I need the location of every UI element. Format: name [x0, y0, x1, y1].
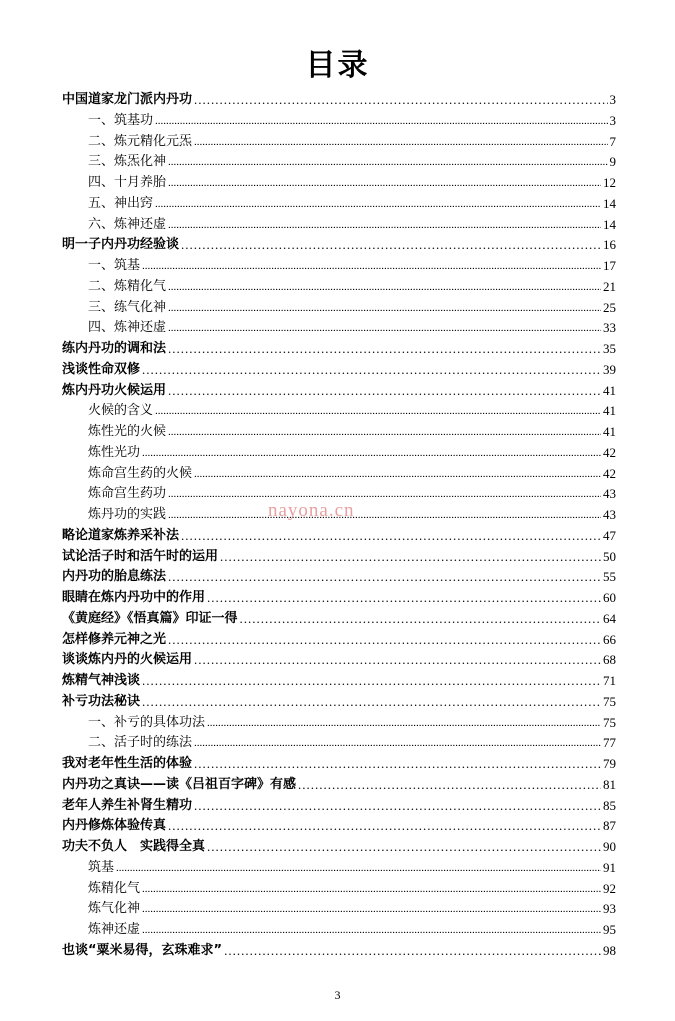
toc-entry-page: 9: [609, 154, 616, 170]
toc-entry-label: 略论道家炼养采补法: [62, 527, 180, 543]
toc-entry-page: 60: [603, 590, 616, 605]
toc-entry-label: 眼睛在炼内丹功中的作用: [62, 590, 206, 605]
toc-entry-page: 64: [603, 610, 616, 626]
toc-entry-label: 炼神还虚: [88, 922, 141, 937]
toc-entry-label: 炼丹功的实践: [88, 507, 167, 522]
toc-entry[interactable]: [62, 90, 616, 111]
toc-entry-page: 39: [603, 361, 616, 377]
toc-entry-label: 一、筑基: [88, 258, 141, 273]
toc-entry-page: 3: [609, 112, 616, 128]
toc-leader-dots: [207, 713, 601, 734]
watermark: nayona.cn: [268, 500, 355, 521]
toc-leader-dots: [142, 899, 601, 920]
toc-entry[interactable]: [62, 588, 616, 609]
toc-entry-label: 三、炼炁化神: [88, 154, 167, 170]
toc-entry-label: 老年人养生补肾生精功: [62, 797, 193, 813]
toc-leader-dots: [168, 381, 601, 402]
toc-leader-dots: [194, 650, 601, 671]
toc-entry-page: 47: [603, 527, 616, 543]
toc-entry[interactable]: [62, 464, 616, 485]
toc-entry-label: 炼内丹功火候运用: [62, 382, 167, 398]
toc-entry-label: 二、活子时的练法: [88, 735, 193, 751]
toc-leader-dots: [194, 733, 601, 754]
toc-entry-label: 浅谈性命双修: [62, 361, 141, 377]
toc-entry[interactable]: [62, 941, 616, 962]
toc-entry-page: 55: [603, 569, 616, 585]
toc-entry[interactable]: [62, 443, 616, 464]
toc-entry-page: 42: [603, 444, 616, 460]
toc-entry[interactable]: [62, 692, 616, 713]
toc-entry-page: 66: [603, 631, 616, 647]
toc-leader-dots: [194, 796, 601, 817]
toc-entry[interactable]: [62, 256, 616, 277]
toc-entry-page: 79: [603, 756, 616, 771]
toc-entry[interactable]: [62, 235, 616, 256]
toc-leader-dots: [240, 609, 601, 630]
toc-leader-dots: [168, 339, 601, 360]
toc-entry[interactable]: [62, 277, 616, 298]
toc-entry[interactable]: [62, 401, 616, 422]
toc-entry[interactable]: [62, 754, 616, 775]
toc-leader-dots: [168, 173, 601, 194]
toc-entry[interactable]: [62, 360, 616, 381]
toc-entry-page: 81: [603, 776, 616, 792]
toc-entry-label: 炼精气神浅谈: [62, 673, 141, 688]
toc-entry[interactable]: [62, 879, 616, 900]
toc-entry[interactable]: [62, 152, 616, 173]
toc-entry-page: 21: [603, 278, 616, 294]
toc-entry[interactable]: [62, 630, 616, 651]
toc-leader-dots: [181, 235, 601, 256]
toc-leader-dots: [194, 464, 601, 485]
toc-entry[interactable]: [62, 920, 616, 941]
toc-entry[interactable]: [62, 609, 616, 630]
toc-entry[interactable]: [62, 318, 616, 339]
toc-entry[interactable]: [62, 816, 616, 837]
toc-leader-dots: [194, 754, 601, 775]
toc-entry-page: 33: [603, 320, 616, 336]
toc-entry[interactable]: [62, 733, 616, 754]
toc-entry[interactable]: [62, 650, 616, 671]
toc-leader-dots: [142, 671, 601, 692]
toc-entry-page: 3: [609, 92, 616, 107]
toc-entry-label: 六、炼神还虚: [88, 216, 167, 232]
toc-leader-dots: [168, 505, 601, 526]
toc-entry[interactable]: [62, 339, 616, 360]
toc-leader-dots: [142, 920, 601, 941]
toc-entry[interactable]: [62, 899, 616, 920]
toc-leader-dots: [168, 215, 601, 236]
toc-entry[interactable]: [62, 775, 616, 796]
toc-entry-label: 功夫不负人 实践得全真: [62, 839, 206, 854]
toc-entry-label: 练内丹功的调和法: [62, 341, 167, 356]
toc-entry-label: 炼性光的火候: [88, 424, 167, 439]
toc-entry[interactable]: [62, 671, 616, 692]
toc-leader-dots: [194, 132, 607, 153]
toc-entry[interactable]: [62, 132, 616, 153]
toc-entry[interactable]: [62, 858, 616, 879]
toc-entry-label: 内丹功之真诀——读《吕祖百字碑》有感: [62, 776, 297, 792]
toc-leader-dots: [207, 588, 601, 609]
toc-entry-label: 我对老年性生活的体验: [62, 756, 193, 771]
toc-leader-dots: [142, 879, 601, 900]
table-of-contents: [62, 90, 616, 962]
toc-entry-label: 五、神出窍: [88, 195, 154, 211]
toc-entry-label: 炼气化神: [88, 901, 141, 917]
toc-entry-page: 71: [603, 673, 616, 688]
toc-entry-label: 谈谈炼内丹的火候运用: [62, 652, 193, 668]
toc-entry-page: 14: [603, 216, 616, 232]
toc-entry-label: 三、练气化神: [88, 299, 167, 315]
toc-entry-page: 41: [603, 382, 616, 398]
toc-entry-label: 筑基: [88, 859, 115, 875]
toc-leader-dots: [168, 318, 601, 339]
toc-entry-page: 98: [603, 942, 616, 958]
toc-entry-page: 68: [603, 652, 616, 668]
toc-entry-page: 7: [609, 133, 616, 149]
toc-leader-dots: [220, 547, 601, 568]
toc-entry-page: 41: [603, 424, 616, 439]
toc-entry[interactable]: [62, 713, 616, 734]
toc-entry-page: 93: [603, 901, 616, 917]
toc-entry-label: 补亏功法秘诀: [62, 693, 141, 709]
toc-leader-dots: [142, 360, 601, 381]
toc-entry-page: 16: [603, 237, 616, 253]
toc-entry-label: 一、补亏的具体功法: [88, 714, 206, 730]
toc-entry-page: 91: [603, 859, 616, 875]
toc-entry-label: 四、炼神还虚: [88, 320, 167, 336]
toc-entry-page: 41: [603, 403, 616, 419]
toc-leader-dots: [155, 111, 607, 132]
toc-entry-label: 炼命宫生药功: [88, 486, 167, 502]
toc-entry[interactable]: [62, 547, 616, 568]
toc-leader-dots: [142, 443, 601, 464]
toc-entry-page: 42: [603, 465, 616, 481]
page-title: 目录: [305, 48, 370, 83]
toc-leader-dots: [168, 816, 601, 837]
toc-entry-label: 炼精化气: [88, 880, 141, 896]
toc-entry[interactable]: [62, 194, 616, 215]
toc-entry-label: 《黄庭经》《悟真篇》印证一得: [62, 610, 238, 626]
toc-leader-dots: [168, 422, 601, 443]
toc-entry-page: 75: [603, 714, 616, 730]
toc-entry-page: 14: [603, 195, 616, 211]
toc-entry-label: 怎样修养元神之光: [62, 631, 167, 647]
toc-entry-page: 17: [603, 258, 616, 273]
toc-leader-dots: [142, 692, 601, 713]
toc-entry-page: 77: [603, 735, 616, 751]
toc-entry[interactable]: [62, 796, 616, 817]
toc-entry-label: 二、炼精化气: [88, 278, 167, 294]
toc-entry-page: 92: [603, 880, 616, 896]
toc-entry-page: 43: [603, 507, 616, 522]
toc-leader-dots: [168, 152, 607, 173]
toc-entry-label: 火候的含义: [88, 403, 154, 419]
toc-entry-label: 四、十月养胎: [88, 175, 167, 190]
toc-entry-label: 内丹修炼体验传真: [62, 818, 167, 834]
toc-entry-page: 12: [603, 175, 616, 190]
toc-entry[interactable]: [62, 526, 616, 547]
toc-entry-label: 炼性光功: [88, 444, 141, 460]
toc-leader-dots: [116, 858, 601, 879]
toc-entry-page: 25: [603, 299, 616, 315]
toc-leader-dots: [168, 567, 601, 588]
toc-entry[interactable]: [62, 215, 616, 236]
toc-entry-label: 一、筑基功: [88, 112, 154, 128]
toc-leader-dots: [142, 256, 601, 277]
toc-entry-page: 75: [603, 693, 616, 709]
toc-entry[interactable]: [62, 298, 616, 319]
toc-leader-dots: [155, 194, 601, 215]
toc-entry-page: 95: [603, 922, 616, 937]
toc-entry[interactable]: [62, 837, 616, 858]
toc-entry[interactable]: [62, 567, 616, 588]
toc-entry-label: 中国道家龙门派内丹功: [62, 92, 193, 107]
toc-entry-label: 内丹功的胎息练法: [62, 569, 167, 585]
toc-leader-dots: [168, 277, 601, 298]
toc-entry-label: 二、炼元精化元炁: [88, 133, 193, 149]
toc-leader-dots: [298, 775, 601, 796]
toc-entry-label: 明一子内丹功经验谈: [62, 237, 180, 253]
toc-entry-page: 43: [603, 486, 616, 502]
toc-entry-page: 35: [603, 341, 616, 356]
toc-entry-page: 87: [603, 818, 616, 834]
toc-entry[interactable]: [62, 173, 616, 194]
toc-entry-label: 也谈“粟米易得，玄珠难求”: [62, 942, 223, 958]
toc-leader-dots: [224, 941, 601, 962]
toc-leader-dots: [168, 484, 601, 505]
toc-entry-label: 炼命宫生药的火候: [88, 465, 193, 481]
toc-leader-dots: [181, 526, 601, 547]
toc-entry[interactable]: [62, 111, 616, 132]
toc-leader-dots: [168, 630, 601, 651]
toc-entry-page: 90: [603, 839, 616, 854]
toc-leader-dots: [194, 90, 607, 111]
toc-leader-dots: [207, 837, 601, 858]
toc-entry[interactable]: [62, 381, 616, 402]
toc-entry-label: 试论活子时和活午时的运用: [62, 548, 219, 564]
toc-leader-dots: [155, 401, 601, 422]
toc-leader-dots: [168, 298, 601, 319]
toc-entry-page: 50: [603, 548, 616, 564]
page-number: 3: [334, 988, 341, 1002]
toc-entry[interactable]: [62, 422, 616, 443]
toc-entry-page: 85: [603, 797, 616, 813]
